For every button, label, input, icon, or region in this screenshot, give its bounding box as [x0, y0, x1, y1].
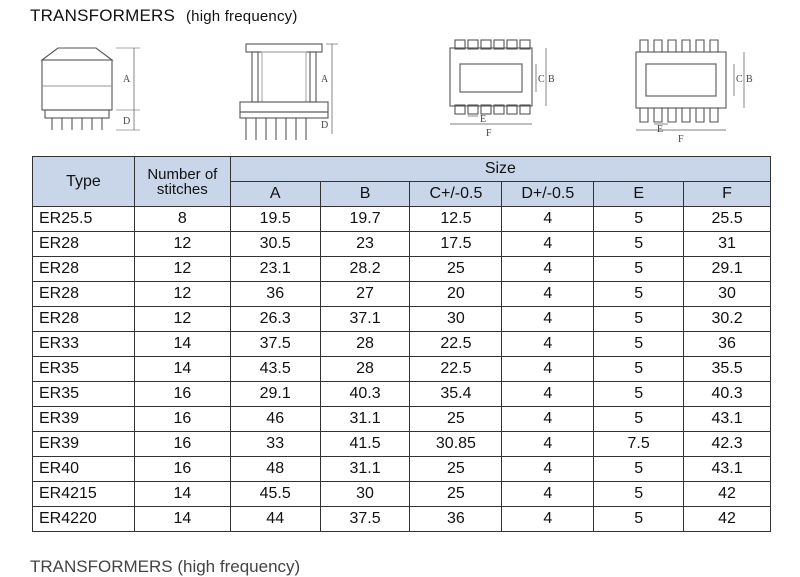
table-cell: 28.2: [320, 257, 410, 282]
table-cell: 23.1: [230, 257, 320, 282]
cell-type: ER39: [33, 407, 135, 432]
header-size-col: F: [684, 182, 771, 207]
cell-type: ER25.5: [33, 207, 135, 232]
cell-type: ER33: [33, 332, 135, 357]
table-cell: 19.5: [230, 207, 320, 232]
table-cell: 14: [134, 357, 230, 382]
table-cell: 5: [594, 382, 684, 407]
table-cell: 25: [410, 407, 502, 432]
table-cell: 4: [502, 257, 594, 282]
table-cell: 25: [410, 457, 502, 482]
table-cell: 4: [502, 507, 594, 532]
table-row: [33, 207, 771, 232]
table-row: [33, 482, 771, 507]
table-cell: 12: [134, 307, 230, 332]
table-cell: 22.5: [410, 332, 502, 357]
table-cell: 5: [594, 457, 684, 482]
table-cell: 5: [594, 407, 684, 432]
table-cell: 28: [320, 357, 410, 382]
table-cell: 5: [594, 507, 684, 532]
cell-type: ER35: [33, 357, 135, 382]
table-cell: 5: [594, 232, 684, 257]
cell-type: ER28: [33, 282, 135, 307]
table-cell: 5: [594, 332, 684, 357]
table-cell: 23: [320, 232, 410, 257]
table-cell: 5: [594, 257, 684, 282]
table-cell: 7.5: [594, 432, 684, 457]
header-stitches-line2: stitches: [156, 180, 208, 198]
next-section-title: TRANSFORMERS (high frequency): [30, 557, 301, 576]
table-cell: 4: [502, 382, 594, 407]
table-cell: 8: [134, 207, 230, 232]
cell-type: ER28: [33, 307, 135, 332]
table-cell: 29.1: [684, 257, 771, 282]
table-cell: 36: [684, 332, 771, 357]
table-cell: 46: [230, 407, 320, 432]
table-cell: 36: [410, 507, 502, 532]
table-row: [33, 357, 771, 382]
table-row: [33, 232, 771, 257]
table-cell: 14: [134, 507, 230, 532]
dim-label-d: D: [123, 116, 131, 127]
table-cell: 20: [410, 282, 502, 307]
table-cell: 35.5: [684, 357, 771, 382]
dim-label-f: F: [486, 128, 492, 139]
table-cell: 16: [134, 382, 230, 407]
table-cell: 4: [502, 282, 594, 307]
dim-label-e: E: [480, 114, 487, 125]
table-cell: 12: [134, 232, 230, 257]
table-cell: 45.5: [230, 482, 320, 507]
table-cell: 29.1: [230, 382, 320, 407]
table-cell: 26.3: [230, 307, 320, 332]
table-row: [33, 332, 771, 357]
table-row: [33, 257, 771, 282]
title-main: TRANSFORMERS: [30, 6, 176, 25]
cell-type: ER40: [33, 457, 135, 482]
table-cell: 4: [502, 332, 594, 357]
table-cell: 37.5: [230, 332, 320, 357]
cell-type: ER4215: [33, 482, 135, 507]
header-size-col: C+/-0.5: [410, 182, 502, 207]
header-type: Type: [33, 157, 135, 207]
table-cell: 4: [502, 432, 594, 457]
table-cell: 5: [594, 357, 684, 382]
table-cell: 25: [410, 482, 502, 507]
cell-type: ER28: [33, 257, 135, 282]
table-cell: 31: [684, 232, 771, 257]
header-size-col: A: [230, 182, 320, 207]
table-cell: 35.4: [410, 382, 502, 407]
table-cell: 31.1: [320, 457, 410, 482]
table-cell: 4: [502, 357, 594, 382]
table-cell: 31.1: [320, 407, 410, 432]
dim-label-d-2: D: [321, 120, 329, 131]
cell-type: ER4220: [33, 507, 135, 532]
table-cell: 30.85: [410, 432, 502, 457]
dim-label-c: C: [538, 74, 545, 85]
cell-type: ER35: [33, 382, 135, 407]
table-cell: 14: [134, 482, 230, 507]
table-cell: 42.3: [684, 432, 771, 457]
table-cell: 4: [502, 407, 594, 432]
table-row: [33, 382, 771, 407]
table-cell: 5: [594, 282, 684, 307]
table-cell: 36: [230, 282, 320, 307]
table-cell: 40.3: [320, 382, 410, 407]
table-cell: 14: [134, 332, 230, 357]
table-cell: 28: [320, 332, 410, 357]
dim-label-a: A: [123, 74, 131, 85]
diagram-top-view-2: [636, 40, 744, 130]
table-cell: 16: [134, 457, 230, 482]
table-cell: 27: [320, 282, 410, 307]
table-cell: 16: [134, 432, 230, 457]
table-cell: 19.7: [320, 207, 410, 232]
title-sub: (high frequency): [185, 8, 298, 25]
dim-label-f-2: F: [678, 134, 684, 145]
table-row: [33, 282, 771, 307]
header-size-col: E: [594, 182, 684, 207]
cell-type: ER39: [33, 432, 135, 457]
table-cell: 30: [410, 307, 502, 332]
table-cell: 37.5: [320, 507, 410, 532]
page-title: [30, 6, 298, 26]
table-cell: 4: [502, 482, 594, 507]
table-row: [33, 457, 771, 482]
header-size-col: D+/-0.5: [502, 182, 594, 207]
table-body: [33, 207, 771, 532]
table-row: [33, 407, 771, 432]
table-cell: 4: [502, 232, 594, 257]
table-cell: 33: [230, 432, 320, 457]
table-cell: 44: [230, 507, 320, 532]
dim-label-b-2: B: [746, 74, 753, 85]
table-cell: 37.1: [320, 307, 410, 332]
table-cell: 22.5: [410, 357, 502, 382]
table-cell: 5: [594, 207, 684, 232]
table-cell: 16: [134, 407, 230, 432]
specs-table: [32, 156, 771, 532]
table-cell: 5: [594, 307, 684, 332]
dim-label-b: B: [548, 74, 555, 85]
header-size: Size: [230, 157, 770, 182]
dimension-diagrams: [0, 30, 800, 148]
dim-label-e-2: E: [657, 124, 664, 135]
table-row: [33, 307, 771, 332]
table-cell: 43.1: [684, 457, 771, 482]
table-cell: 25.5: [684, 207, 771, 232]
table-cell: 43.1: [684, 407, 771, 432]
table-cell: 30: [320, 482, 410, 507]
diagram-top-view-1: [450, 40, 546, 124]
table-cell: 30.5: [230, 232, 320, 257]
table-cell: 43.5: [230, 357, 320, 382]
table-cell: 30.2: [684, 307, 771, 332]
table-cell: 17.5: [410, 232, 502, 257]
table-cell: 42: [684, 482, 771, 507]
table-row: [33, 507, 771, 532]
header-stitches-line1: Number of: [147, 165, 218, 183]
cell-type: ER28: [33, 232, 135, 257]
dim-label-a-2: A: [321, 74, 329, 85]
table-cell: 30: [684, 282, 771, 307]
table-cell: 12: [134, 282, 230, 307]
table-cell: 12: [134, 257, 230, 282]
table-cell: 40.3: [684, 382, 771, 407]
dim-label-c-2: C: [736, 74, 743, 85]
header-size-col: B: [320, 182, 410, 207]
table-cell: 48: [230, 457, 320, 482]
table-cell: 12.5: [410, 207, 502, 232]
table-cell: 4: [502, 457, 594, 482]
table-cell: 4: [502, 207, 594, 232]
table-cell: 5: [594, 482, 684, 507]
table-cell: 4: [502, 307, 594, 332]
table-cell: 41.5: [320, 432, 410, 457]
table-row: [33, 432, 771, 457]
header-stitches: [134, 157, 230, 207]
table-cell: 25: [410, 257, 502, 282]
table-cell: 42: [684, 507, 771, 532]
